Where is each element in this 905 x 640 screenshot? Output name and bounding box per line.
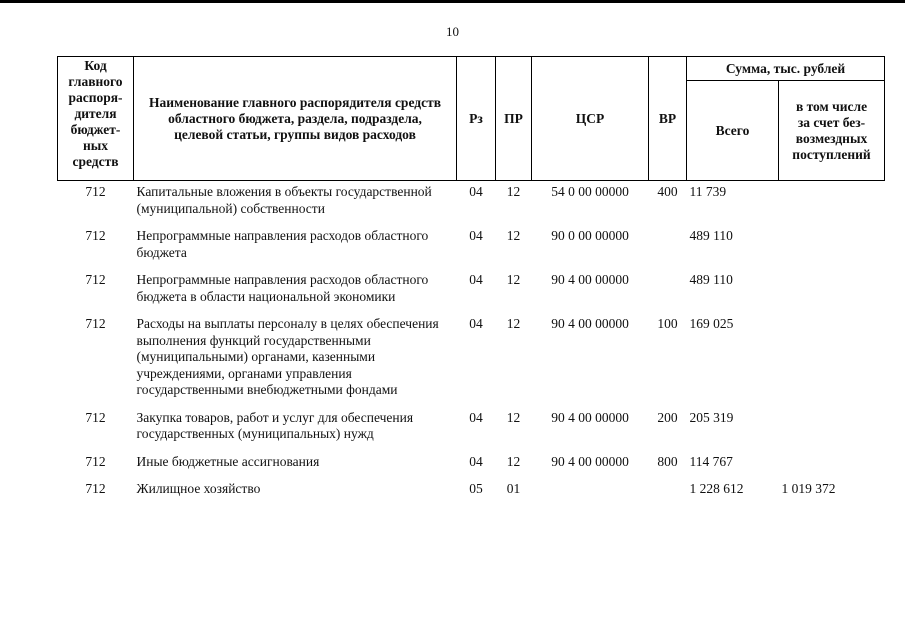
cell-code: 712	[85, 184, 106, 199]
cell-vr	[649, 478, 687, 498]
header-extra	[779, 81, 885, 181]
cell-total: 489 110	[689, 228, 733, 243]
header-code-line: Код	[84, 58, 107, 73]
cell-rz: 04	[469, 409, 483, 425]
cell-vr	[649, 269, 687, 313]
cell-vr: 100	[657, 316, 678, 331]
cell-code: 712	[85, 272, 106, 287]
cell-total: 1 228 612	[689, 481, 744, 496]
table-row	[58, 181, 885, 226]
cell-total: 205 319	[689, 409, 734, 425]
cell-rz: 04	[469, 316, 483, 331]
header-code	[58, 57, 134, 181]
budget-table	[57, 56, 885, 498]
cell-code: 712	[85, 316, 106, 331]
cell-total: 11 739	[689, 184, 727, 199]
header-code-line: средств	[72, 154, 119, 169]
cell-name: Капитальные вложения в объекты государственной (муниципальной) собственности	[136, 184, 432, 216]
header-total: Всего	[687, 81, 779, 181]
header-code-line: дителя	[74, 106, 117, 121]
table-row	[58, 407, 885, 451]
cell-code: 712	[85, 228, 106, 243]
cell-csr: 90 4 00 00000	[551, 409, 629, 425]
cell-rz: 04	[469, 228, 483, 243]
table-row	[58, 451, 885, 479]
header-extra-line: поступлений	[792, 146, 871, 162]
cell-pr: 01	[506, 481, 521, 496]
cell-rz: 04	[469, 184, 483, 199]
header-name: Наименование главного распорядителя средств областного бюджета, раздела, подраздела, целевой статьи, группы видов расходов	[134, 57, 457, 181]
cell-csr: 90 0 00 00000	[551, 228, 629, 243]
cell-extra	[779, 451, 885, 479]
header-csr: ЦСР	[532, 57, 649, 181]
cell-extra	[779, 407, 885, 451]
cell-extra	[779, 181, 885, 226]
header-code-line: главного	[68, 74, 123, 89]
cell-pr: 12	[506, 184, 521, 199]
header-extra-line: в том числе	[795, 98, 868, 114]
cell-pr: 12	[506, 272, 521, 287]
cell-name: Жилищное хозяйство	[136, 481, 261, 496]
cell-csr: 90 4 00 00000	[551, 272, 629, 287]
table-row	[58, 313, 885, 407]
cell-vr: 400	[657, 184, 678, 199]
cell-pr: 12	[506, 409, 521, 425]
cell-total: 169 025	[689, 316, 734, 331]
table-row	[58, 478, 885, 498]
cell-vr: 200	[657, 409, 678, 425]
cell-code: 712	[85, 453, 106, 469]
header-code-line: распоря-	[68, 90, 123, 105]
cell-pr: 12	[506, 228, 521, 243]
cell-csr: 54 0 00 00000	[551, 184, 629, 199]
cell-vr	[649, 225, 687, 269]
header-sum: Сумма, тыс. рублей	[687, 57, 885, 81]
scan-edge	[0, 0, 905, 3]
cell-csr	[532, 478, 649, 498]
cell-extra	[779, 269, 885, 313]
header-vr: ВР	[649, 57, 687, 181]
cell-name: Закупка товаров, работ и услуг для обеспечения государственных (муниципальных) нужд	[136, 409, 414, 441]
cell-name: Непрограммные направления расходов областного бюджета в области национальной экономики	[136, 272, 429, 304]
header-extra-line: возмездных	[795, 130, 868, 146]
page-number: 10	[446, 24, 459, 39]
cell-name: Иные бюджетные ассигнования	[136, 453, 320, 469]
cell-name: Расходы на выплаты персоналу в целях обеспечения выполнения функций государственными (муниципальными) органами, казенными учреждениями, органами управления государственными внебюджетными фондами	[136, 316, 439, 397]
cell-pr: 12	[506, 316, 521, 331]
header-code-line: ных	[82, 138, 109, 153]
cell-code: 712	[85, 481, 106, 496]
cell-name: Непрограммные направления расходов областного бюджета	[136, 228, 429, 260]
cell-pr: 12	[506, 453, 521, 469]
cell-total: 489 110	[689, 272, 733, 287]
cell-extra	[779, 225, 885, 269]
header-code-line: бюджет-	[70, 122, 121, 137]
header-extra-line: за счет без-	[797, 114, 866, 130]
cell-csr: 90 4 00 00000	[551, 316, 629, 331]
cell-vr: 800	[657, 453, 678, 469]
cell-rz: 04	[469, 272, 483, 287]
cell-csr: 90 4 00 00000	[551, 453, 629, 469]
cell-total: 114 767	[689, 453, 733, 469]
table-row	[58, 225, 885, 269]
header-pr: ПР	[496, 57, 532, 181]
header-rz: Рз	[457, 57, 496, 181]
table-row	[58, 269, 885, 313]
cell-extra: 1 019 372	[781, 481, 836, 496]
cell-rz: 05	[469, 481, 483, 496]
cell-code: 712	[85, 409, 106, 425]
cell-rz: 04	[469, 453, 483, 469]
cell-extra	[779, 313, 885, 407]
